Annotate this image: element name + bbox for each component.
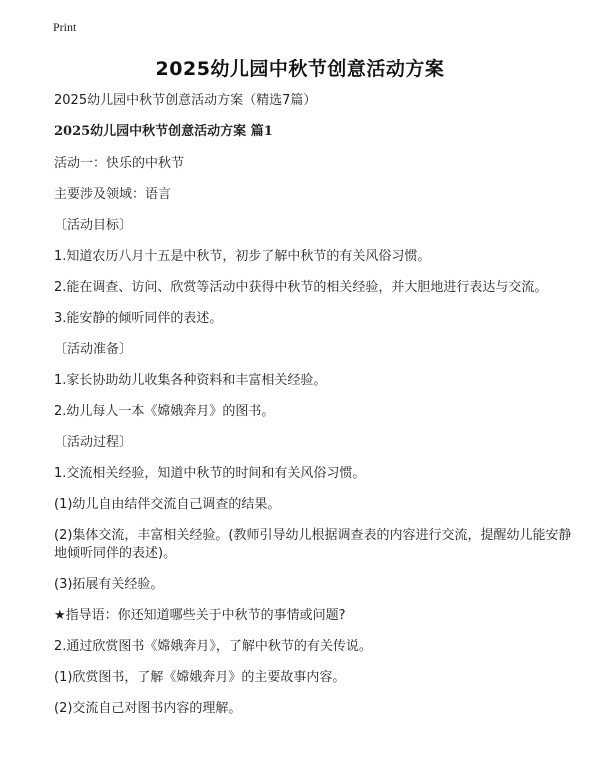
paragraph: (1)幼儿自由结伴交流自己调查的结果。	[54, 497, 281, 512]
paragraph: (2)集体交流，丰富相关经验。(教师引导幼儿根据调查表的内容进行交流，提醒幼儿能安静地倾听同伴的表述)。	[54, 528, 572, 561]
section-heading: 2025幼儿园中秋节创意活动方案 篇1	[54, 124, 273, 139]
paragraph: 1.家长协助幼儿收集各种资料和丰富相关经验。	[54, 373, 327, 388]
paragraph: 1.知道农历八月十五是中秋节，初步了解中秋节的有关风俗习惯。	[54, 249, 431, 264]
section-label: 〔活动目标〕	[54, 218, 133, 233]
paragraph: 2.能在调查、访问、欣赏等活动中获得中秋节的相关经验，并大胆地进行表达与交流。	[54, 280, 548, 295]
paragraph: (1)欣赏图书，了解《嫦娥奔月》的主要故事内容。	[54, 670, 346, 685]
subtitle-paragraph: 2025幼儿园中秋节创意活动方案（精选7篇）	[54, 93, 317, 108]
paragraph: (3)拓展有关经验。	[54, 577, 164, 592]
paragraph: (2)交流自己对图书内容的理解。	[54, 701, 242, 716]
paragraph: 1.交流相关经验，知道中秋节的时间和有关风俗习惯。	[54, 466, 366, 481]
section-label: 〔活动过程〕	[54, 435, 133, 450]
paragraph: 3.能安静的倾听同伴的表述。	[54, 311, 223, 326]
section-label: 〔活动准备〕	[54, 342, 133, 357]
paragraph: 主要涉及领域：语言	[54, 187, 172, 202]
paragraph: ★指导语：你还知道哪些关于中秋节的事情或问题?	[54, 608, 346, 623]
paragraph: 活动一：快乐的中秋节	[54, 156, 185, 171]
paragraph: 2.幼儿每人一本《嫦娥奔月》的图书。	[54, 404, 275, 419]
print-label: Print	[53, 20, 77, 34]
paragraph: 2.通过欣赏图书《嫦娥奔月》，了解中秋节的有关传说。	[54, 639, 372, 654]
page-title: 2025幼儿园中秋节创意活动方案	[155, 58, 445, 80]
document-body	[54, 92, 574, 731]
